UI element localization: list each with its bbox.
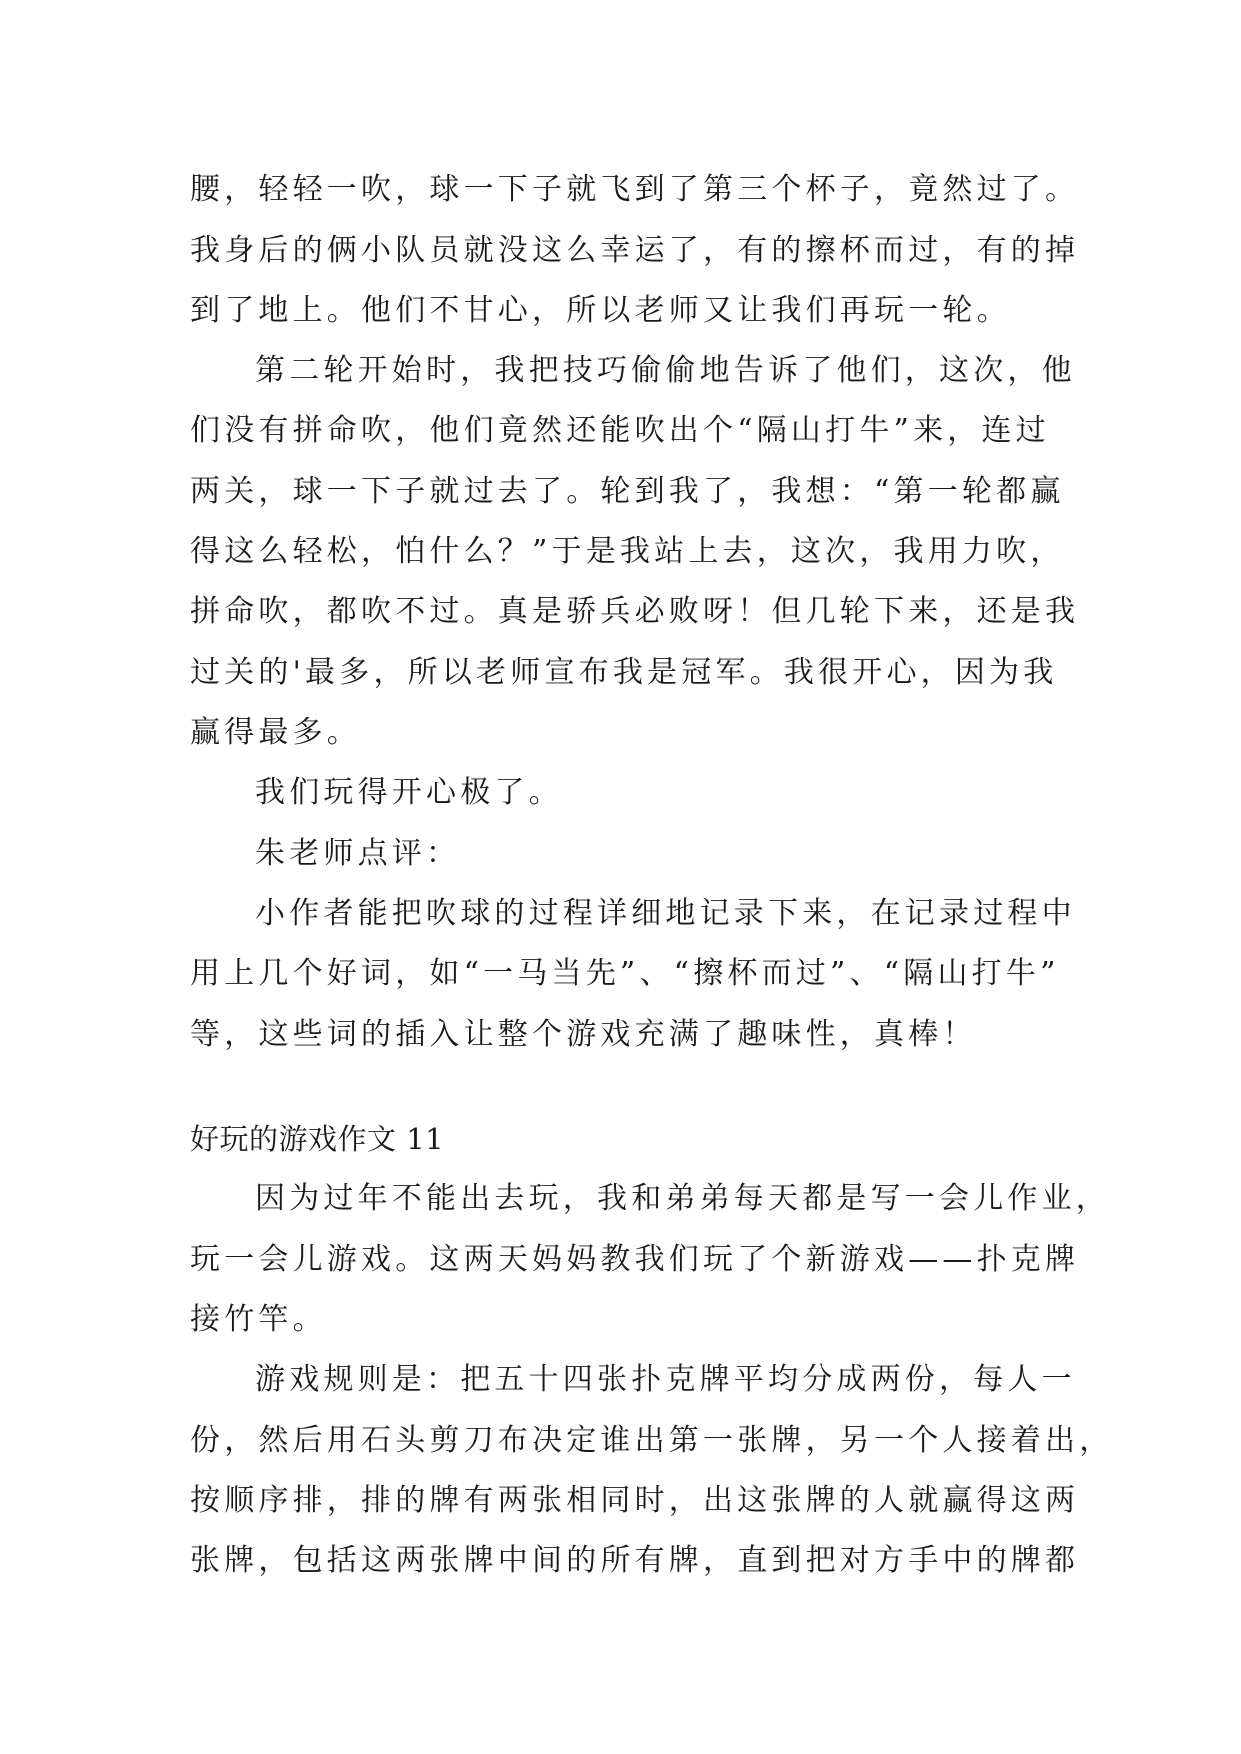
text-line: 我们玩得开心极了。 [255, 775, 563, 810]
text-line: 张牌，包括这两张牌中间的所有牌，直到把对方手中的牌都 [190, 1543, 1080, 1578]
text-line: 到了地上。他们不甘心，所以老师又让我们再玩一轮。 [190, 293, 1011, 328]
text-line: 两关，球一下子就过去了。轮到我了，我想：“第一轮都赢 [190, 474, 1065, 509]
text-line: 小作者能把吹球的过程详细地记录下来，在记录过程中 [255, 896, 1076, 931]
text-line: 腰，轻轻一吹，球一下子就飞到了第三个杯子，竟然过了。 [190, 172, 1080, 207]
text-line: 接竹竿。 [190, 1302, 327, 1337]
text-line: 过关的'最多，所以老师宣布我是冠军。我很开心，因为我 [190, 655, 1058, 690]
text-line: 赢得最多。 [190, 715, 361, 750]
text-line: 朱老师点评： [255, 836, 461, 871]
text-line: 等，这些词的插入让整个游戏充满了趣味性，真棒！ [190, 1017, 977, 1052]
text-line: 拼命吹，都吹不过。真是骄兵必败呀！但几轮下来，还是我 [190, 594, 1080, 629]
text-line: 我身后的俩小队员就没这么幸运了，有的擦杯而过，有的掉 [190, 233, 1080, 268]
text-line: 游戏规则是：把五十四张扑克牌平均分成两份，每人一 [255, 1362, 1076, 1397]
text-line: 用上几个好词，如“一马当先”、“擦杯而过”、“隔山打牛” [190, 956, 1060, 991]
text-line: 们没有拼命吹，他们竟然还能吹出个“隔山打牛”来，连过 [190, 413, 1050, 448]
text-line: 份，然后用石头剪刀布决定谁出第一张牌，另一个人接着出， [190, 1423, 1114, 1458]
text-line: 第二轮开始时，我把技巧偷偷地告诉了他们，这次，他 [255, 353, 1076, 388]
text-line: 因为过年不能出去玩，我和弟弟每天都是写一会儿作业， [255, 1181, 1110, 1216]
text-line: 得这么轻松，怕什么？”于是我站上去，这次，我用力吹， [190, 534, 1065, 569]
text-line: 玩一会儿游戏。这两天妈妈教我们玩了个新游戏——扑克牌 [190, 1242, 1080, 1277]
text-line: 按顺序排，排的牌有两张相同时，出这张牌的人就赢得这两 [190, 1483, 1080, 1518]
section-heading: 好玩的游戏作文 11 [190, 1122, 445, 1156]
